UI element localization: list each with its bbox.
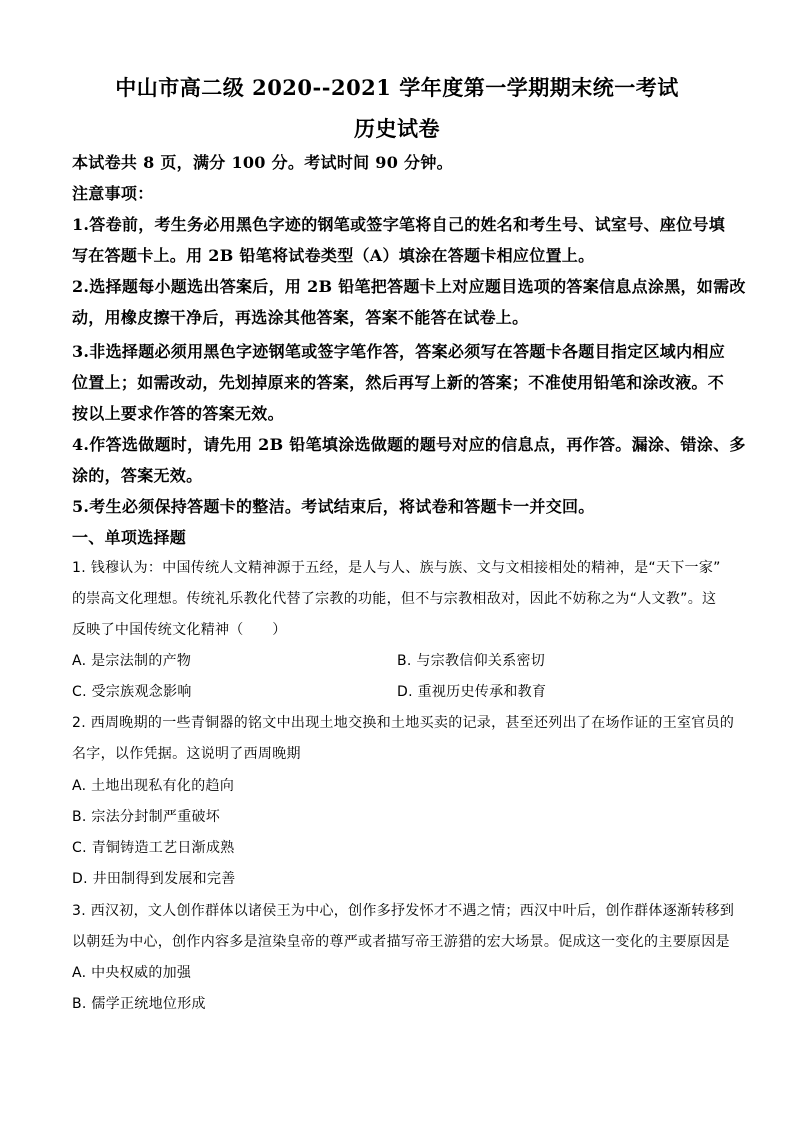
question-line: 名字，以作凭据。这说明了西周晚期	[72, 746, 301, 762]
option-b: B. 宗法分封制严重破坏	[72, 809, 221, 825]
note-line: 写在答题卡上。用 2B 铅笔将试卷类型（A）填涂在答题卡相应位置上。	[72, 246, 595, 265]
exam-subtitle: 历史试卷	[354, 116, 440, 141]
option-b: B. 儒学正统地位形成	[72, 996, 206, 1012]
note-line: 5.考生必须保持答题卡的整洁。考试结束后，将试卷和答题卡一并交回。	[72, 497, 595, 516]
option-a: A. 是宗法制的产物	[72, 653, 192, 669]
note-line: 4.作答选做题时，请先用 2B 铅笔填涂选做题的题号对应的信息点，再作答。漏涂、错涂、多	[72, 435, 746, 454]
option-c: C. 青铜铸造工艺日渐成熟	[72, 840, 235, 856]
notes-heading: 注意事项：	[72, 184, 154, 203]
note-line: 3.非选择题必须用黑色字迹钢笔或签字笔作答，答案必须写在答题卡各题目指定区域内相应	[72, 342, 726, 361]
option-d: D. 井田制得到发展和完善	[72, 871, 236, 887]
note-line: 涂的，答案无效。	[72, 466, 203, 485]
note-line: 按以上要求作答的答案无效。	[72, 404, 284, 423]
option-a: A. 土地出现私有化的趋向	[72, 778, 235, 794]
option-c: C. 受宗族观念影响	[72, 684, 192, 700]
note-line: 位置上；如需改动，先划掉原来的答案，然后再写上新的答案；不准使用铅笔和涂改液。不	[72, 373, 725, 392]
question-line: 2. 西周晚期的一些青铜器的铭文中出现土地交换和土地买卖的记录，甚至还列出了在场作证的王室官员的	[72, 715, 735, 731]
question-line: 3. 西汉初，文人创作群体以诸侯王为中心，创作多抒发怀才不遇之情；西汉中叶后，创作群体逐渐转移到	[72, 903, 735, 919]
note-line: 动，用橡皮擦干净后，再选涂其他答案，答案不能答在试卷上。	[72, 308, 529, 327]
option-b: B. 与宗教信仰关系密切	[397, 653, 546, 669]
section-heading: 一、单项选择题	[72, 528, 187, 547]
exam-title: 中山市高二级 2020--2021 学年度第一学期期末统一考试	[115, 75, 679, 100]
note-line: 1.答卷前，考生务必用黑色字迹的钢笔或签字笔将自己的姓名和考生号、试室号、座位号填	[72, 215, 726, 234]
option-a: A. 中央权威的加强	[72, 965, 192, 981]
question-line: 的崇高文化理想。传统礼乐教化代替了宗教的功能，但不与宗教相敌对，因此不妨称之为“人文教”。这	[72, 591, 717, 607]
question-line: 以朝廷为中心，创作内容多是渲染皇帝的尊严或者描写帝王游猎的宏大场景。促成这一变化的主要原因是	[72, 934, 730, 950]
option-d: D. 重视历史传承和教育	[397, 684, 547, 700]
intro-text: 本试卷共 8 页，满分 100 分。考试时间 90 分钟。	[72, 153, 453, 172]
note-line: 2.选择题每小题选出答案后，用 2B 铅笔把答题卡上对应题目选项的答案信息点涂黑，如需改	[72, 277, 746, 296]
question-line: 1. 钱穆认为：中国传统人文精神源于五经，是人与人、族与族、文与文相接相处的精神，是“天下一家”	[72, 560, 721, 576]
question-line: 反映了中国传统文化精神（ ）	[72, 622, 287, 638]
